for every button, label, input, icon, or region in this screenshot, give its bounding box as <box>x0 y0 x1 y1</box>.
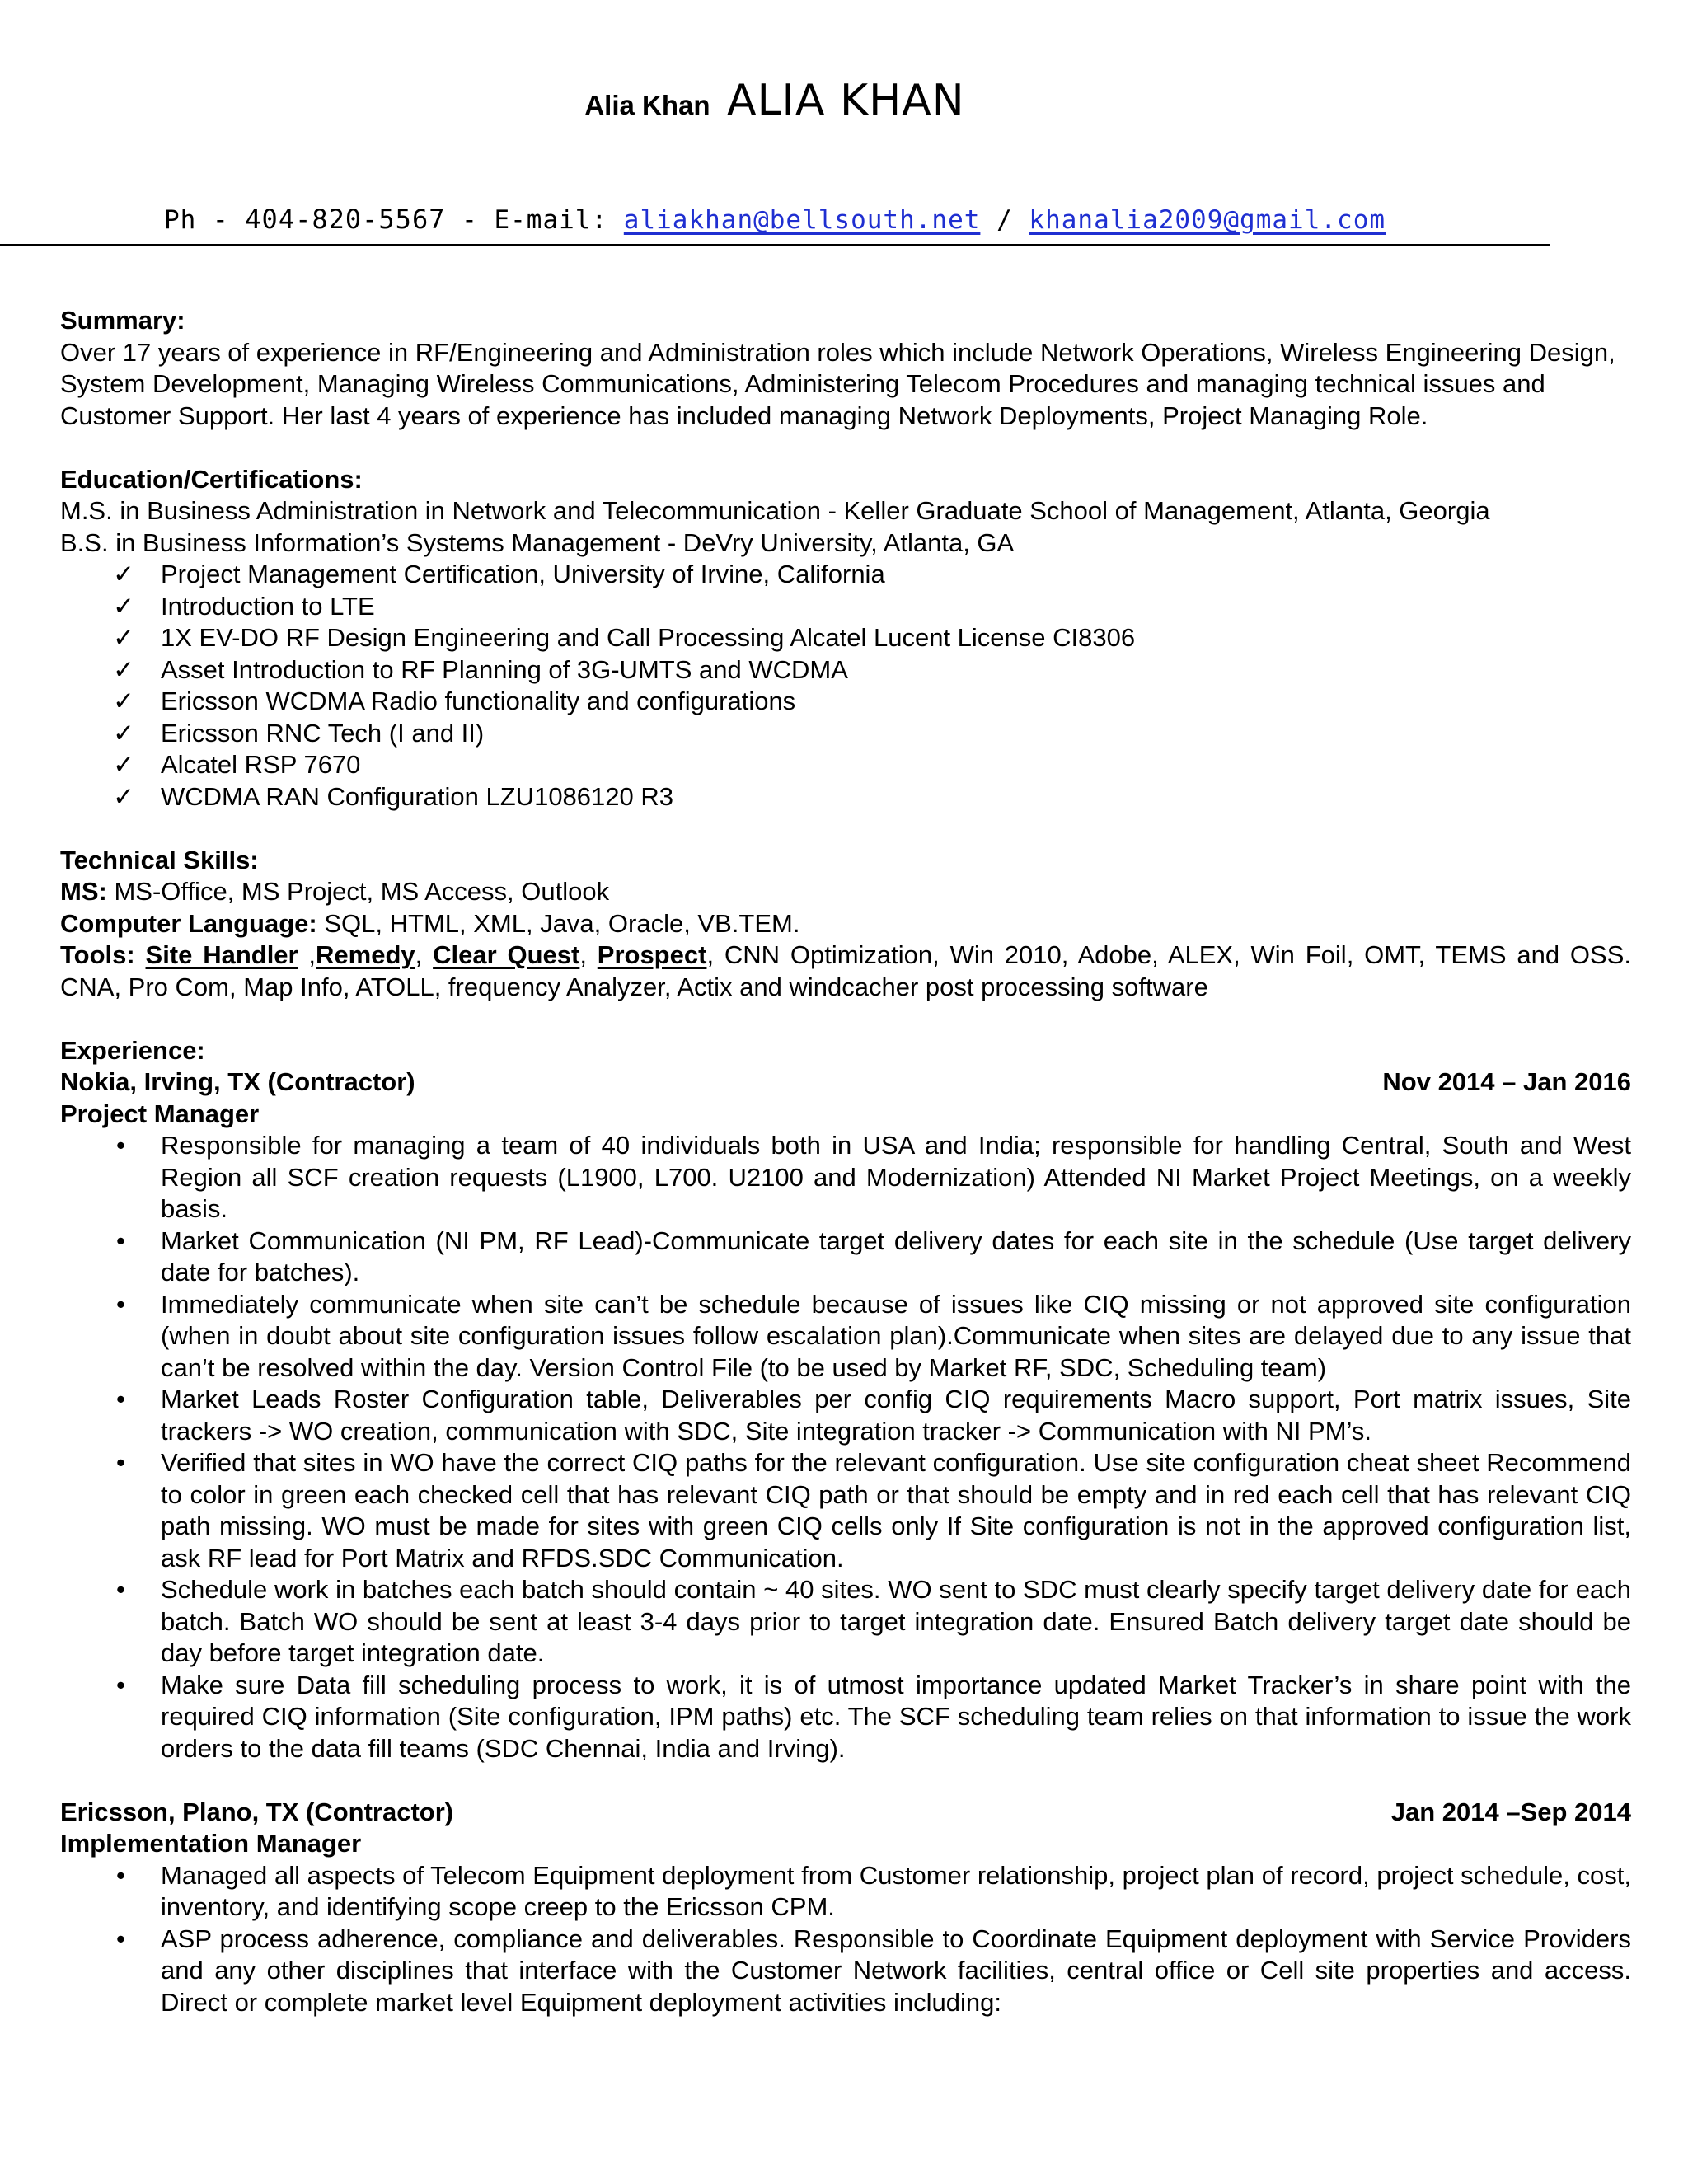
phone-prefix: Ph - <box>163 205 229 235</box>
contact-line <box>0 204 1550 235</box>
experience-heading: Experience: <box>60 1035 205 1065</box>
list-item: • Market Leads Roster Configuration table, Deliverables per config CIQ requirements Macro support, Port matrix issues, Site trackers -> WO creation, communication with SDC, Site integration tracker -> Communication with NI PM’s. <box>116 1385 1631 1446</box>
job-bullet-list <box>60 1860 1631 2019</box>
checkmark-icon: ✓ <box>113 781 134 812</box>
job-header <box>60 1797 1631 1829</box>
list-item: • Make sure Data fill scheduling process to work, it is of utmost importance updated Market Tracker’s in share point with the required CIQ information (Site configuration, IPM paths) etc. The SCF scheduling team relies on that information to issue the work orders to the data fill teams (SDC Chennai, India and Irving). <box>116 1670 1631 1763</box>
email-link-bellsouth[interactable]: aliakhan@bellsouth.net <box>623 205 981 235</box>
skills-ms-text: MS-Office, MS Project, MS Access, Outlook <box>114 877 610 906</box>
certification-item: ✓ Ericsson WCDMA Radio functionality and configurations <box>113 687 796 716</box>
job-nokia <box>60 1066 1631 1765</box>
bullet-icon: • <box>116 1448 125 1477</box>
bullet-icon: • <box>116 1226 125 1255</box>
bullet-icon: • <box>116 1131 125 1160</box>
candidate-name-large: ALIA KHAN <box>727 76 965 125</box>
checkmark-icon: ✓ <box>113 687 134 716</box>
skills-languages <box>60 908 1631 940</box>
email-separator: / <box>996 205 1013 235</box>
certification-item: ✓ Project Management Certification, University of Irvine, California <box>113 560 885 589</box>
checkmark-icon: ✓ <box>113 623 134 653</box>
resume-body <box>60 305 1631 2018</box>
list-item: • Immediately communicate when site can’t be schedule because of issues like CIQ missing or not approved site configuration (when in doubt about site configuration issues follow escalation plan).Communicate when sites are delayed due to any issue that can’t be resolved within the day. Version Control File (to be used by Market RF, SDC, Scheduling team) <box>116 1289 1631 1382</box>
tool-remedy: Remedy <box>316 940 415 969</box>
list-item: • Schedule work in batches each batch should contain ~ 40 sites. WO sent to SDC must clearly specify target delivery date for each batch. Batch WO should be sent at least 3-4 days prior to target integration date. Ensured Batch delivery target date should be day before target integration date. <box>116 1575 1631 1667</box>
skills-ms-label: MS: <box>60 877 107 906</box>
email-prefix: - E-mail: <box>462 205 608 235</box>
job-dates: Nov 2014 – Jan 2016 <box>1382 1067 1631 1096</box>
skills-tools-label: Tools: <box>60 940 135 969</box>
job-title: Implementation Manager <box>60 1829 362 1858</box>
list-item: • Responsible for managing a team of 40 individuals both in USA and India; responsible for handling Central, South and West Region all SCF creation requests (L1900, L700. U2100 and Modernization) Attended NI Market Project Meetings, on a weekly basis. <box>116 1131 1631 1223</box>
certification-item: ✓ 1X EV-DO RF Design Engineering and Call Processing Alcatel Lucent License CI8306 <box>113 623 1136 653</box>
summary-text: Over 17 years of experience in RF/Engineering and Administration roles which include Network Operations, Wireless Engineering Design, System Development, Managing Wireless Communications, Administering Telecom Procedures and managing technical issues and Customer Support. Her last 4 years of experience has included managing Network Deployments, Project Managing Role. <box>60 337 1615 430</box>
list-item: • Managed all aspects of Telecom Equipment deployment from Customer relationship, project plan of record, project schedule, cost, inventory, and identifying scope creep to the Ericsson CPM. <box>116 1860 1631 1921</box>
job-bullet-list <box>60 1130 1631 1765</box>
bullet-icon: • <box>116 1289 125 1319</box>
skills-lang-text: SQL, HTML, XML, Java, Oracle, VB.TEM. <box>324 908 800 938</box>
tool-site-handler: Site Handler <box>145 940 298 969</box>
candidate-name-small: Alia Khan <box>584 90 710 120</box>
skills-heading: Technical Skills: <box>60 845 259 874</box>
certification-list <box>60 559 1631 813</box>
job-ericsson <box>60 1797 1631 2019</box>
summary-heading: Summary: <box>60 306 185 335</box>
job-company: Nokia, Irving, TX (Contractor) <box>60 1067 415 1096</box>
education-heading: Education/Certifications: <box>60 464 363 494</box>
list-item: • ASP process adherence, compliance and deliverables. Responsible to Coordinate Equipment deployment with Service Providers and any other disciplines that interface with the Customer Network facilities, central office or Cell site properties and access. Direct or complete market level Equipment deployment activities including: <box>116 1924 1631 2017</box>
bullet-icon: • <box>116 1575 125 1604</box>
job-title: Project Manager <box>60 1099 260 1128</box>
bullet-icon: • <box>116 1924 125 1953</box>
checkmark-icon: ✓ <box>113 591 134 621</box>
bullet-icon: • <box>116 1385 125 1413</box>
degree-ms: M.S. in Business Administration in Network and Telecommunication - Keller Graduate School of Management, Atlanta, Georgia <box>60 496 1490 525</box>
list-item: • Market Communication (NI PM, RF Lead)-Communicate target delivery dates for each site in the schedule (Use target delivery date for batches). <box>116 1226 1631 1286</box>
skills-lang-label: Computer Language: <box>60 908 317 938</box>
degree-bs: B.S. in Business Information’s Systems Management - DeVry University, Atlanta, GA <box>60 527 1015 557</box>
email-link-gmail[interactable]: khanalia2009@gmail.com <box>1029 205 1386 235</box>
skills-tools-rest: , CNN Optimization, Win 2010, Adobe, ALEX, Win Foil, OMT, TEMS and OSS. CNA, Pro Com, Map Info, ATOLL, frequency Analyzer, Actix and windcacher post processing software <box>60 940 1631 1001</box>
job-header <box>60 1066 1631 1099</box>
tool-clear-quest: Clear Quest <box>433 940 580 969</box>
job-dates: Jan 2014 –Sep 2014 <box>1390 1797 1631 1826</box>
header-divider <box>0 244 1550 246</box>
skills-ms <box>60 876 1631 908</box>
checkmark-icon: ✓ <box>113 718 134 748</box>
checkmark-icon: ✓ <box>113 654 134 685</box>
certification-item: ✓ Asset Introduction to RF Planning of 3G-UMTS and WCDMA <box>113 654 848 685</box>
checkmark-icon: ✓ <box>113 560 134 589</box>
list-item: • Verified that sites in WO have the correct CIQ paths for the relevant configuration. Use site configuration cheat sheet Recommend to color in green each checked cell that has relevant CIQ path or that should be empty and in red each cell that has relevant CIQ path missing. WO must be made for sites with green CIQ cells only If Site configuration is not in the approved configuration list, ask RF lead for Port Matrix and RFDS.SDC Communication. <box>116 1448 1631 1572</box>
bullet-icon: • <box>116 1860 125 1890</box>
certification-item: ✓ Alcatel RSP 7670 <box>113 750 361 780</box>
checkmark-icon: ✓ <box>113 750 134 780</box>
phone-number: 404-820-5567 <box>245 204 446 235</box>
certification-item: ✓ WCDMA RAN Configuration LZU1086120 R3 <box>113 781 673 812</box>
bullet-icon: • <box>116 1670 125 1699</box>
resume-header <box>0 76 1550 125</box>
certification-item: ✓ Introduction to LTE <box>113 591 375 621</box>
job-company: Ericsson, Plano, TX (Contractor) <box>60 1797 454 1826</box>
tool-prospect: Prospect <box>597 940 707 969</box>
certification-item: ✓ Ericsson RNC Tech (I and II) <box>113 718 485 748</box>
skills-tools: Tools: Site Handler ,Remedy, Clear Quest, Prospect, CNN Optimization, Win 2010, Adobe, ALEX, Win Foil, OMT, TEMS and OSS. CNA, Pro Com, Map Info, ATOLL, frequency Analyzer, Actix and windcacher post processing software <box>60 940 1631 1001</box>
